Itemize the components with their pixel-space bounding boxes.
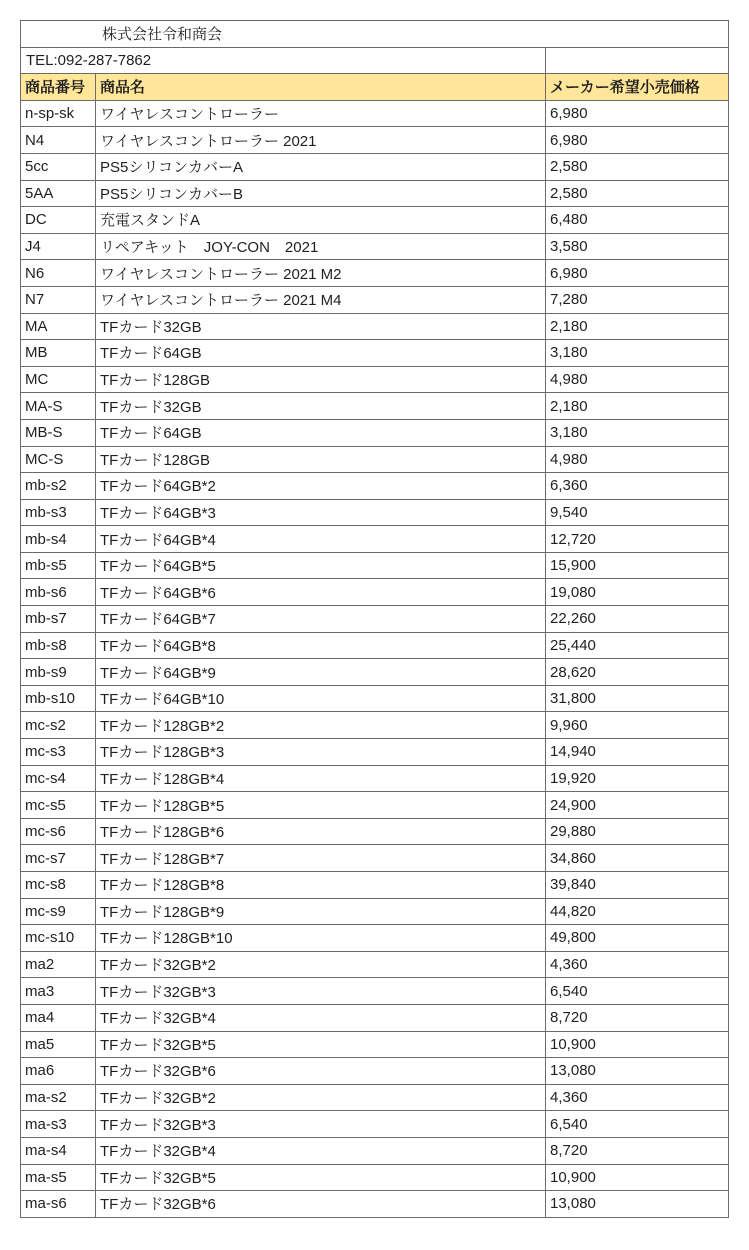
table-row [21, 1004, 729, 1031]
price-cell: 3,180 [546, 340, 729, 367]
price-cell: 2,180 [546, 393, 729, 420]
product-code-cell: N6 [21, 260, 96, 287]
product-name-cell: TFカード64GB*9 [96, 659, 546, 686]
price-cell: 10,900 [546, 1164, 729, 1191]
price-cell: 7,280 [546, 286, 729, 313]
table-row [21, 499, 729, 526]
product-code-cell: mb-s7 [21, 606, 96, 633]
product-name-cell: ワイヤレスコントローラー 2021 M2 [96, 260, 546, 287]
product-name-cell: TFカード128GB*9 [96, 898, 546, 925]
product-name-cell: TFカード32GB*2 [96, 1084, 546, 1111]
product-name-cell: TFカード64GB [96, 419, 546, 446]
product-name-cell: TFカード32GB*5 [96, 1164, 546, 1191]
price-cell: 9,540 [546, 499, 729, 526]
price-cell: 8,720 [546, 1137, 729, 1164]
product-code-cell: mb-s8 [21, 632, 96, 659]
product-code-cell: mc-s2 [21, 712, 96, 739]
product-code-cell: mb-s9 [21, 659, 96, 686]
price-list-table [20, 20, 729, 1218]
product-code-cell: ma5 [21, 1031, 96, 1058]
product-code-cell: MB-S [21, 419, 96, 446]
table-row [21, 818, 729, 845]
product-code-cell: MA [21, 313, 96, 340]
product-name-cell: TFカード32GB*3 [96, 1111, 546, 1138]
column-header-product-name: 商品名 [96, 74, 546, 101]
product-name-cell: TFカード64GB*5 [96, 552, 546, 579]
product-code-cell: N4 [21, 127, 96, 154]
table-row [21, 393, 729, 420]
table-row [21, 100, 729, 127]
price-cell: 19,080 [546, 579, 729, 606]
table-row [21, 180, 729, 207]
product-code-cell: N7 [21, 286, 96, 313]
product-name-cell: TFカード64GB [96, 340, 546, 367]
product-code-cell: ma4 [21, 1004, 96, 1031]
product-name-cell: PS5シリコンカバーB [96, 180, 546, 207]
table-row [21, 978, 729, 1005]
column-header-product-code: 商品番号 [21, 74, 96, 101]
company-title-row [21, 21, 729, 48]
table-row [21, 659, 729, 686]
table-row [21, 127, 729, 154]
table-header-row [21, 74, 729, 101]
table-row [21, 712, 729, 739]
price-cell: 22,260 [546, 606, 729, 633]
product-code-cell: ma-s4 [21, 1137, 96, 1164]
product-code-cell: 5AA [21, 180, 96, 207]
table-row [21, 419, 729, 446]
product-name-cell: TFカード32GB*5 [96, 1031, 546, 1058]
product-code-cell: mc-s5 [21, 792, 96, 819]
product-code-cell: ma6 [21, 1058, 96, 1085]
product-name-cell: ワイヤレスコントローラー [96, 100, 546, 127]
product-name-cell: PS5シリコンカバーA [96, 153, 546, 180]
price-cell: 2,180 [546, 313, 729, 340]
product-code-cell: mb-s10 [21, 685, 96, 712]
table-row [21, 845, 729, 872]
price-cell: 13,080 [546, 1058, 729, 1085]
product-name-cell: TFカード128GB*2 [96, 712, 546, 739]
price-cell: 29,880 [546, 818, 729, 845]
price-cell: 2,580 [546, 180, 729, 207]
product-name-cell: TFカード64GB*8 [96, 632, 546, 659]
price-cell: 25,440 [546, 632, 729, 659]
price-cell: 6,980 [546, 260, 729, 287]
product-code-cell: mb-s2 [21, 473, 96, 500]
product-code-cell: 5cc [21, 153, 96, 180]
product-name-cell: TFカード128GB*10 [96, 925, 546, 952]
product-code-cell: ma-s5 [21, 1164, 96, 1191]
product-name-cell: TFカード32GB*2 [96, 951, 546, 978]
price-cell: 4,980 [546, 446, 729, 473]
price-cell: 3,580 [546, 233, 729, 260]
table-row [21, 632, 729, 659]
product-name-cell: TFカード128GB [96, 366, 546, 393]
table-row [21, 1164, 729, 1191]
product-name-cell: TFカード64GB*10 [96, 685, 546, 712]
product-code-cell: ma-s6 [21, 1191, 96, 1218]
company-name: 株式会社令和商会 [21, 21, 729, 48]
table-row [21, 233, 729, 260]
product-code-cell: mc-s10 [21, 925, 96, 952]
product-code-cell: mb-s4 [21, 526, 96, 553]
product-name-cell: TFカード128GB*3 [96, 739, 546, 766]
table-row [21, 579, 729, 606]
product-name-cell: TFカード64GB*2 [96, 473, 546, 500]
product-name-cell: リペアキット JOY-CON 2021 [96, 233, 546, 260]
price-cell: 10,900 [546, 1031, 729, 1058]
table-row [21, 313, 729, 340]
product-code-cell: mb-s6 [21, 579, 96, 606]
product-code-cell: mb-s5 [21, 552, 96, 579]
price-cell: 4,360 [546, 951, 729, 978]
price-cell: 14,940 [546, 739, 729, 766]
empty-cell [546, 47, 729, 74]
product-name-cell: TFカード128GB*4 [96, 765, 546, 792]
product-name-cell: 充電スタンドA [96, 207, 546, 234]
table-row [21, 260, 729, 287]
product-name-cell: TFカード32GB*4 [96, 1004, 546, 1031]
product-code-cell: MA-S [21, 393, 96, 420]
price-cell: 34,860 [546, 845, 729, 872]
table-row [21, 925, 729, 952]
table-row [21, 1084, 729, 1111]
product-code-cell: mc-s8 [21, 872, 96, 899]
price-cell: 6,540 [546, 978, 729, 1005]
price-cell: 19,920 [546, 765, 729, 792]
price-cell: 6,980 [546, 100, 729, 127]
product-name-cell: ワイヤレスコントローラー 2021 M4 [96, 286, 546, 313]
price-cell: 3,180 [546, 419, 729, 446]
table-body [21, 100, 729, 1217]
table-row [21, 446, 729, 473]
table-row [21, 951, 729, 978]
price-cell: 15,900 [546, 552, 729, 579]
table-row [21, 792, 729, 819]
product-code-cell: mc-s9 [21, 898, 96, 925]
price-cell: 4,360 [546, 1084, 729, 1111]
product-code-cell: mc-s6 [21, 818, 96, 845]
table-row [21, 286, 729, 313]
price-cell: 9,960 [546, 712, 729, 739]
price-cell: 2,580 [546, 153, 729, 180]
product-code-cell: J4 [21, 233, 96, 260]
product-code-cell: ma3 [21, 978, 96, 1005]
column-header-msrp: メーカー希望小売価格 [546, 74, 729, 101]
price-cell: 6,480 [546, 207, 729, 234]
price-cell: 49,800 [546, 925, 729, 952]
table-row [21, 1191, 729, 1218]
product-code-cell: mc-s4 [21, 765, 96, 792]
price-cell: 28,620 [546, 659, 729, 686]
price-cell: 4,980 [546, 366, 729, 393]
product-code-cell: MC-S [21, 446, 96, 473]
price-cell: 12,720 [546, 526, 729, 553]
price-cell: 6,360 [546, 473, 729, 500]
product-name-cell: TFカード64GB*7 [96, 606, 546, 633]
product-name-cell: TFカード64GB*4 [96, 526, 546, 553]
price-cell: 44,820 [546, 898, 729, 925]
price-cell: 24,900 [546, 792, 729, 819]
table-row [21, 207, 729, 234]
product-name-cell: TFカード128GB*6 [96, 818, 546, 845]
product-name-cell: TFカード32GB*3 [96, 978, 546, 1005]
price-cell: 39,840 [546, 872, 729, 899]
table-row [21, 1058, 729, 1085]
table-row [21, 153, 729, 180]
telephone-row [21, 47, 729, 74]
telephone-number: TEL:092-287-7862 [21, 47, 546, 74]
product-code-cell: MB [21, 340, 96, 367]
table-row [21, 685, 729, 712]
product-code-cell: n-sp-sk [21, 100, 96, 127]
product-name-cell: TFカード128GB*8 [96, 872, 546, 899]
table-row [21, 898, 729, 925]
product-code-cell: mb-s3 [21, 499, 96, 526]
product-code-cell: DC [21, 207, 96, 234]
price-cell: 6,540 [546, 1111, 729, 1138]
product-code-cell: mc-s3 [21, 739, 96, 766]
table-row [21, 473, 729, 500]
product-name-cell: TFカード128GB [96, 446, 546, 473]
table-row [21, 1031, 729, 1058]
table-row [21, 526, 729, 553]
product-code-cell: ma2 [21, 951, 96, 978]
table-row [21, 872, 729, 899]
product-name-cell: TFカード32GB*4 [96, 1137, 546, 1164]
product-name-cell: ワイヤレスコントローラー 2021 [96, 127, 546, 154]
price-cell: 13,080 [546, 1191, 729, 1218]
table-row [21, 765, 729, 792]
product-name-cell: TFカード128GB*5 [96, 792, 546, 819]
product-name-cell: TFカード64GB*6 [96, 579, 546, 606]
table-row [21, 366, 729, 393]
table-row [21, 552, 729, 579]
product-name-cell: TFカード32GB [96, 313, 546, 340]
product-code-cell: ma-s3 [21, 1111, 96, 1138]
table-row [21, 739, 729, 766]
product-name-cell: TFカード32GB [96, 393, 546, 420]
table-row [21, 340, 729, 367]
price-cell: 31,800 [546, 685, 729, 712]
price-cell: 8,720 [546, 1004, 729, 1031]
product-code-cell: MC [21, 366, 96, 393]
table-row [21, 606, 729, 633]
product-code-cell: mc-s7 [21, 845, 96, 872]
product-name-cell: TFカード32GB*6 [96, 1191, 546, 1218]
product-code-cell: ma-s2 [21, 1084, 96, 1111]
table-row [21, 1111, 729, 1138]
price-cell: 6,980 [546, 127, 729, 154]
product-name-cell: TFカード64GB*3 [96, 499, 546, 526]
product-name-cell: TFカード128GB*7 [96, 845, 546, 872]
table-row [21, 1137, 729, 1164]
product-name-cell: TFカード32GB*6 [96, 1058, 546, 1085]
